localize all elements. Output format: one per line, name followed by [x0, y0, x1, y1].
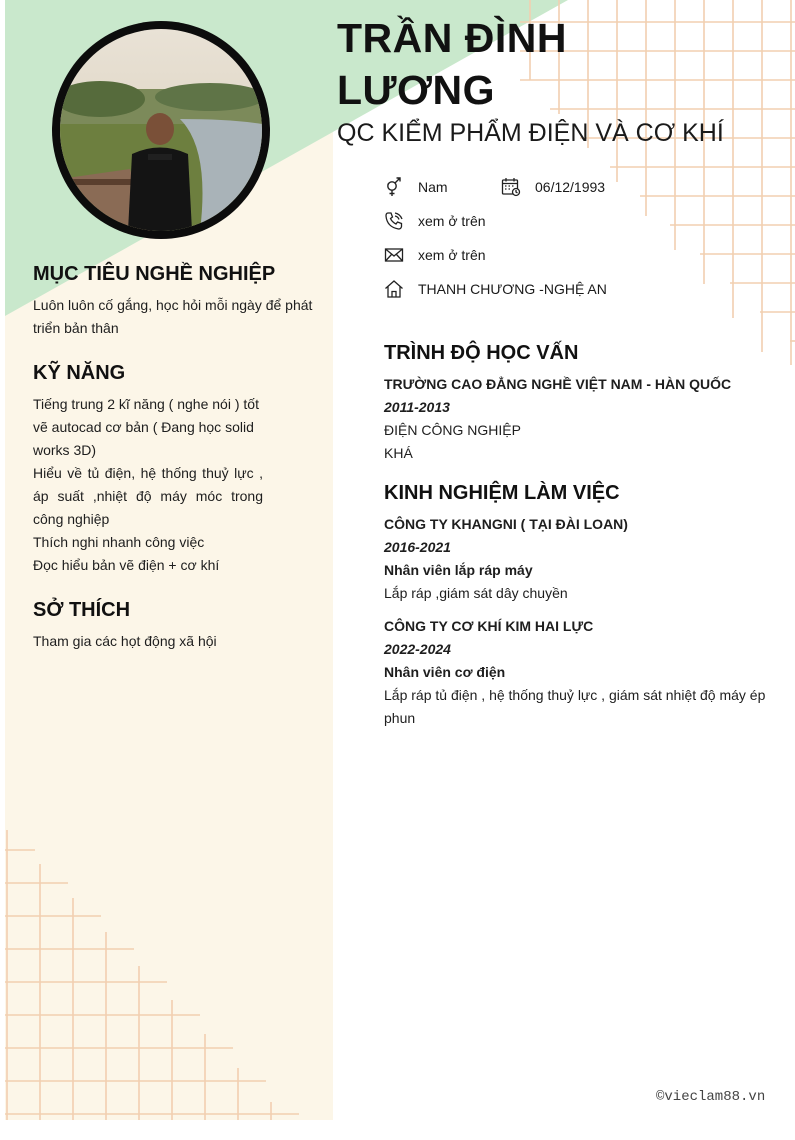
- name-line-2: LƯƠNG: [337, 67, 496, 113]
- skill-line: Thích nghi nhanh công việc: [33, 534, 205, 550]
- job-period: 2016-2021: [384, 539, 451, 555]
- job-period: 2022-2024: [384, 641, 451, 657]
- phone-value: xem ở trên: [418, 213, 486, 229]
- objective-heading: MỤC TIÊU NGHỀ NGHIỆP: [33, 263, 276, 285]
- gender-icon: [383, 176, 405, 198]
- birthday-value: 06/12/1993: [535, 179, 606, 195]
- job-company: CÔNG TY CƠ KHÍ KIM HAI LỰC: [384, 618, 594, 634]
- job-description: phun: [384, 710, 416, 726]
- job-description: Lắp ráp tủ điện , hệ thống thuỷ lực , giám sát nhiệt độ máy ép: [384, 687, 766, 703]
- mail-icon: [383, 244, 405, 266]
- hobbies-text: [33, 630, 323, 653]
- grid-pattern-bottom-left: [5, 830, 325, 1120]
- calendar-icon: [500, 176, 522, 198]
- education-major: ĐIỆN CÔNG NGHIỆP: [384, 422, 521, 438]
- watermark: ©vieclam88.vn: [656, 1089, 766, 1105]
- experience-heading: KINH NGHIỆM LÀM VIỆC: [384, 482, 620, 504]
- education-school: TRƯỜNG CAO ĐẲNG NGHỀ VIỆT NAM - HÀN QUỐC: [384, 376, 732, 392]
- contact-gender: [383, 176, 448, 198]
- contact-phone: [383, 210, 486, 232]
- skill-line: Tiếng trung 2 kĩ năng ( nghe nói ) tốt: [33, 396, 259, 412]
- skill-line: Đọc hiểu bản vẽ điện + cơ khí: [33, 557, 220, 573]
- education-period: 2011-2013: [384, 399, 450, 415]
- contact-address: [383, 278, 607, 300]
- skill-line: vẽ autocad cơ bản ( Đang học solid: [33, 419, 254, 435]
- education-grade: KHÁ: [384, 445, 413, 461]
- contact-birthday: [500, 176, 605, 198]
- profile-photo: [60, 29, 262, 231]
- avatar: [52, 21, 270, 239]
- skill-line: áp suất ,nhiệt độ máy móc trong: [33, 488, 263, 504]
- job-company: CÔNG TY KHANGNI ( TẠI ĐÀI LOAN): [384, 516, 628, 532]
- skills-list: [33, 393, 263, 577]
- gender-value: Nam: [418, 179, 448, 195]
- skill-line: công nghiệp: [33, 511, 110, 527]
- hobby-line: Tham gia các họt động xã hội: [33, 633, 217, 649]
- objective-line: triển bản thân: [33, 320, 119, 336]
- phone-icon: [383, 210, 405, 232]
- objective-text: [33, 294, 323, 340]
- education-heading: TRÌNH ĐỘ HỌC VẤN: [384, 342, 579, 364]
- job-title: QC KIỂM PHẨM ĐIỆN VÀ CƠ KHÍ: [337, 119, 724, 147]
- job-description: Lắp ráp ,giám sát dây chuyền: [384, 585, 568, 601]
- skill-line: works 3D): [33, 442, 97, 458]
- home-icon: [383, 278, 405, 300]
- objective-line: Luôn luôn cố gắng, học hỏi mỗi ngày để phát: [33, 297, 313, 313]
- candidate-name: [337, 12, 597, 116]
- address-value: THANH CHƯƠNG -NGHỆ AN: [418, 281, 607, 297]
- hobbies-heading: SỞ THÍCH: [33, 599, 131, 621]
- name-line-1: TRẦN ĐÌNH: [337, 15, 567, 61]
- job-position: Nhân viên cơ điện: [384, 664, 506, 680]
- contact-email: [383, 244, 486, 266]
- job-position: Nhân viên lắp ráp máy: [384, 562, 533, 578]
- email-value: xem ở trên: [418, 247, 486, 263]
- skills-heading: KỸ NĂNG: [33, 362, 126, 384]
- skill-line: Hiểu về tủ điện, hệ thống thuỷ lực ,: [33, 465, 263, 481]
